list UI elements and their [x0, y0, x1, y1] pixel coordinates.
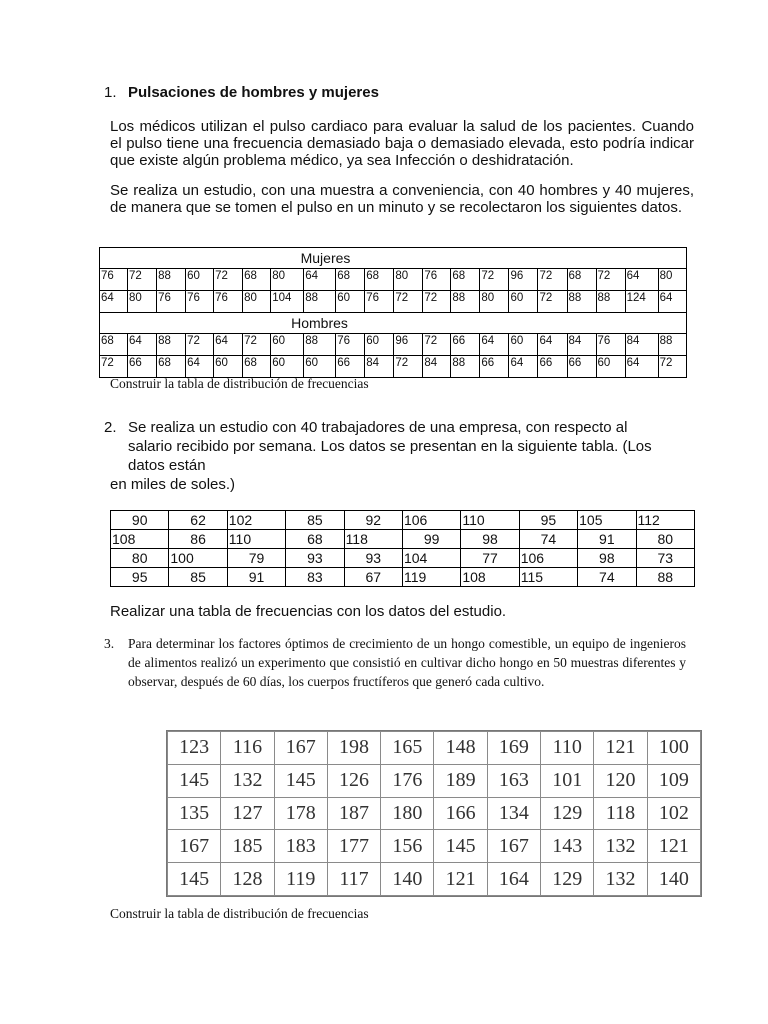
fungus-cell: 121: [594, 732, 647, 765]
salary-cell: 99: [402, 530, 460, 549]
fungus-cell: 121: [647, 830, 700, 863]
fungus-row: [168, 830, 701, 863]
salary-cell: 68: [286, 530, 344, 549]
women-pulse-cell: 76: [100, 269, 128, 291]
men-pulse-row: [100, 334, 687, 356]
men-pulse-cell: 72: [100, 356, 128, 378]
men-pulse-cell: 60: [304, 356, 336, 378]
men-pulse-cell: 64: [625, 356, 658, 378]
salary-cell: 79: [227, 549, 285, 568]
section1-paragraph1: Los médicos utilizan el pulso cardiaco para evaluar la salud de los pacientes. Cuando el pulso tiene una frecuencia demasiado baja o demasiado elevada, esto podría indicar que existe algún problema médico, ya sea Infección o deshidratación.: [110, 118, 694, 169]
section3-instruction: Construir la tabla de distribución de frecuencias: [110, 906, 369, 921]
salary-cell: 106: [402, 511, 460, 530]
women-label: Mujeres: [300, 250, 351, 266]
fungus-cell: 132: [594, 830, 647, 863]
men-label-cell: [100, 313, 687, 334]
salary-cell: 62: [169, 511, 227, 530]
fungus-cell: 180: [381, 797, 434, 830]
pulse-table: [99, 247, 687, 378]
fungus-cell: 167: [274, 732, 327, 765]
fungus-cell: 110: [541, 732, 594, 765]
fungus-cell: 145: [274, 764, 327, 797]
salary-row: [111, 549, 695, 568]
men-pulse-cell: 64: [480, 334, 509, 356]
salary-cell: 104: [402, 549, 460, 568]
women-pulse-cell: 88: [451, 291, 480, 313]
salary-cell: 86: [169, 530, 227, 549]
salary-cell: 91: [227, 568, 285, 587]
men-pulse-cell: 60: [271, 334, 304, 356]
women-pulse-cell: 80: [480, 291, 509, 313]
salary-cell: 110: [227, 530, 285, 549]
salary-row: [111, 511, 695, 530]
salary-cell: 108: [461, 568, 519, 587]
salary-table: [110, 510, 695, 587]
women-pulse-cell: 60: [186, 269, 214, 291]
salary-cell: 80: [636, 530, 694, 549]
fungus-cell: 127: [221, 797, 274, 830]
salary-cell: 77: [461, 549, 519, 568]
salary-cell: 74: [519, 530, 577, 549]
fungus-row: [168, 863, 701, 896]
men-pulse-cell: 84: [365, 356, 394, 378]
women-pulse-cell: 88: [567, 291, 596, 313]
fungus-cell: 176: [381, 764, 434, 797]
men-pulse-cell: 88: [451, 356, 480, 378]
men-pulse-cell: 84: [625, 334, 658, 356]
fungus-cell: 189: [434, 764, 487, 797]
women-pulse-cell: 88: [596, 291, 625, 313]
fungus-cell: 177: [327, 830, 380, 863]
fungus-cell: 140: [381, 863, 434, 896]
men-pulse-cell: 64: [538, 334, 567, 356]
women-pulse-cell: 76: [423, 269, 451, 291]
salary-cell: 85: [286, 511, 344, 530]
section2-line1: Se realiza un estudio con 40 trabajadores de una empresa, con respecto al: [128, 419, 628, 436]
fungus-cell: 145: [168, 863, 221, 896]
section2-line2: salario recibido por semana. Los datos se presentan en la siguiente tabla. (Los: [128, 438, 652, 455]
men-pulse-cell: 64: [186, 356, 214, 378]
fungus-cell: 165: [381, 732, 434, 765]
men-pulse-cell: 64: [128, 334, 157, 356]
women-pulse-row: [100, 269, 687, 291]
women-pulse-cell: 88: [157, 269, 186, 291]
women-pulse-cell: 64: [304, 269, 336, 291]
men-pulse-cell: 66: [538, 356, 567, 378]
women-label-row: [100, 248, 687, 269]
salary-cell: 90: [111, 511, 169, 530]
men-pulse-cell: 72: [243, 334, 271, 356]
fungus-cell: 129: [541, 863, 594, 896]
women-pulse-cell: 80: [394, 269, 423, 291]
women-pulse-cell: 72: [394, 291, 423, 313]
women-pulse-cell: 72: [596, 269, 625, 291]
women-pulse-cell: 64: [658, 291, 686, 313]
women-pulse-cell: 104: [271, 291, 304, 313]
men-pulse-cell: 88: [157, 334, 186, 356]
men-pulse-cell: 72: [394, 356, 423, 378]
salary-cell: 102: [227, 511, 285, 530]
fungus-cell: 169: [487, 732, 540, 765]
section2-number: 2.: [104, 419, 117, 436]
fungus-cell: 134: [487, 797, 540, 830]
fungus-cell: 143: [541, 830, 594, 863]
men-pulse-cell: 66: [567, 356, 596, 378]
women-pulse-cell: 76: [214, 291, 243, 313]
salary-cell: 93: [344, 549, 402, 568]
men-pulse-cell: 76: [596, 334, 625, 356]
fungus-cell: 183: [274, 830, 327, 863]
fungus-cell: 156: [381, 830, 434, 863]
fungus-cell: 118: [594, 797, 647, 830]
men-pulse-row: [100, 356, 687, 378]
section2-instruction: Realizar una tabla de frecuencias con los datos del estudio.: [110, 603, 507, 620]
salary-cell: 74: [578, 568, 636, 587]
fungus-row: [168, 797, 701, 830]
salary-cell: 91: [578, 530, 636, 549]
men-pulse-cell: 72: [423, 334, 451, 356]
salary-cell: 98: [461, 530, 519, 549]
salary-cell: 118: [344, 530, 402, 549]
salary-cell: 105: [578, 511, 636, 530]
fungus-cell: 126: [327, 764, 380, 797]
men-pulse-cell: 68: [243, 356, 271, 378]
fungus-cell: 164: [487, 863, 540, 896]
men-pulse-cell: 66: [451, 334, 480, 356]
men-pulse-cell: 66: [336, 356, 365, 378]
fungus-table-image: [166, 730, 702, 897]
salary-cell: 115: [519, 568, 577, 587]
fungus-cell: 145: [168, 764, 221, 797]
section3-text: Para determinar los factores óptimos de crecimiento de un hongo comestible, un equipo de ingenieros de alimentos realizó un experimento que consistió en cultivar dicho hongo en 50 muestras diferentes y observar, después de 60 días, los cuerpos fructíferos que generó cada cultivo.: [128, 636, 686, 689]
salary-cell: 83: [286, 568, 344, 587]
women-pulse-cell: 76: [157, 291, 186, 313]
women-pulse-cell: 80: [128, 291, 157, 313]
men-pulse-cell: 64: [509, 356, 538, 378]
men-pulse-cell: 84: [423, 356, 451, 378]
fungus-cell: 135: [168, 797, 221, 830]
men-pulse-cell: 88: [658, 334, 686, 356]
men-pulse-cell: 68: [100, 334, 128, 356]
men-pulse-cell: 72: [186, 334, 214, 356]
fungus-cell: 129: [541, 797, 594, 830]
women-pulse-cell: 68: [243, 269, 271, 291]
men-pulse-cell: 68: [157, 356, 186, 378]
fungus-cell: 163: [487, 764, 540, 797]
women-pulse-cell: 72: [538, 291, 567, 313]
fungus-cell: 121: [434, 863, 487, 896]
salary-cell: 95: [519, 511, 577, 530]
men-pulse-cell: 60: [271, 356, 304, 378]
salary-cell: 95: [111, 568, 169, 587]
women-pulse-cell: 68: [365, 269, 394, 291]
section2-line4: en miles de soles.): [110, 476, 236, 493]
women-pulse-cell: 88: [304, 291, 336, 313]
women-pulse-cell: 72: [538, 269, 567, 291]
fungus-cell: 198: [327, 732, 380, 765]
women-pulse-cell: 80: [243, 291, 271, 313]
men-pulse-cell: 60: [509, 334, 538, 356]
men-pulse-cell: 88: [304, 334, 336, 356]
fungus-cell: 101: [541, 764, 594, 797]
women-pulse-cell: 96: [509, 269, 538, 291]
section2-line3: datos están: [128, 457, 206, 474]
salary-cell: 73: [636, 549, 694, 568]
fungus-cell: 167: [487, 830, 540, 863]
men-label-row: [100, 313, 687, 334]
salary-row: [111, 568, 695, 587]
salary-row: [111, 530, 695, 549]
fungus-table: [167, 731, 701, 896]
salary-cell: 106: [519, 549, 577, 568]
fungus-cell: 166: [434, 797, 487, 830]
fungus-cell: 119: [274, 863, 327, 896]
fungus-cell: 102: [647, 797, 700, 830]
women-pulse-cell: 64: [625, 269, 658, 291]
women-pulse-cell: 124: [625, 291, 658, 313]
fungus-cell: 178: [274, 797, 327, 830]
salary-cell: 100: [169, 549, 227, 568]
fungus-cell: 132: [221, 764, 274, 797]
men-pulse-cell: 60: [214, 356, 243, 378]
salary-cell: 98: [578, 549, 636, 568]
women-pulse-cell: 68: [567, 269, 596, 291]
women-pulse-cell: 80: [271, 269, 304, 291]
section1-instruction: Construir la tabla de distribución de frecuencias: [110, 376, 369, 391]
salary-cell: 88: [636, 568, 694, 587]
fungus-cell: 116: [221, 732, 274, 765]
men-pulse-cell: 96: [394, 334, 423, 356]
fungus-row: [168, 732, 701, 765]
men-pulse-cell: 76: [336, 334, 365, 356]
men-pulse-cell: 66: [128, 356, 157, 378]
women-pulse-cell: 72: [423, 291, 451, 313]
salary-cell: 110: [461, 511, 519, 530]
women-pulse-cell: 72: [128, 269, 157, 291]
fungus-cell: 100: [647, 732, 700, 765]
men-pulse-cell: 84: [567, 334, 596, 356]
section1-paragraph2: Se realiza un estudio, con una muestra a conveniencia, con 40 hombres y 40 mujeres, de manera que se tomen el pulso en un minuto y se recolectaron los siguientes datos.: [110, 182, 694, 216]
women-pulse-cell: 80: [658, 269, 686, 291]
women-label-cell: [100, 248, 687, 269]
women-pulse-cell: 76: [186, 291, 214, 313]
fungus-cell: 123: [168, 732, 221, 765]
women-pulse-cell: 60: [336, 291, 365, 313]
fungus-cell: 140: [647, 863, 700, 896]
fungus-row: [168, 764, 701, 797]
salary-cell: 92: [344, 511, 402, 530]
section3-number: 3.: [104, 636, 115, 651]
salary-cell: 67: [344, 568, 402, 587]
salary-cell: 85: [169, 568, 227, 587]
women-pulse-cell: 60: [509, 291, 538, 313]
fungus-cell: 167: [168, 830, 221, 863]
fungus-cell: 187: [327, 797, 380, 830]
fungus-cell: 148: [434, 732, 487, 765]
men-pulse-cell: 66: [480, 356, 509, 378]
men-pulse-cell: 72: [658, 356, 686, 378]
salary-cell: 93: [286, 549, 344, 568]
men-pulse-cell: 64: [214, 334, 243, 356]
women-pulse-cell: 72: [480, 269, 509, 291]
men-pulse-cell: 60: [596, 356, 625, 378]
fungus-cell: 185: [221, 830, 274, 863]
women-pulse-cell: 72: [214, 269, 243, 291]
salary-cell: 108: [111, 530, 169, 549]
salary-cell: 112: [636, 511, 694, 530]
women-pulse-cell: 64: [100, 291, 128, 313]
women-pulse-cell: 76: [365, 291, 394, 313]
salary-cell: 119: [402, 568, 460, 587]
women-pulse-cell: 68: [336, 269, 365, 291]
fungus-cell: 132: [594, 863, 647, 896]
women-pulse-row: [100, 291, 687, 313]
fungus-cell: 120: [594, 764, 647, 797]
women-pulse-cell: 68: [451, 269, 480, 291]
fungus-cell: 145: [434, 830, 487, 863]
section1-number: 1.: [104, 84, 117, 101]
fungus-cell: 128: [221, 863, 274, 896]
fungus-cell: 109: [647, 764, 700, 797]
fungus-cell: 117: [327, 863, 380, 896]
men-pulse-cell: 60: [365, 334, 394, 356]
section1-title: Pulsaciones de hombres y mujeres: [128, 84, 379, 101]
salary-cell: 80: [111, 549, 169, 568]
men-label: Hombres: [291, 315, 348, 331]
